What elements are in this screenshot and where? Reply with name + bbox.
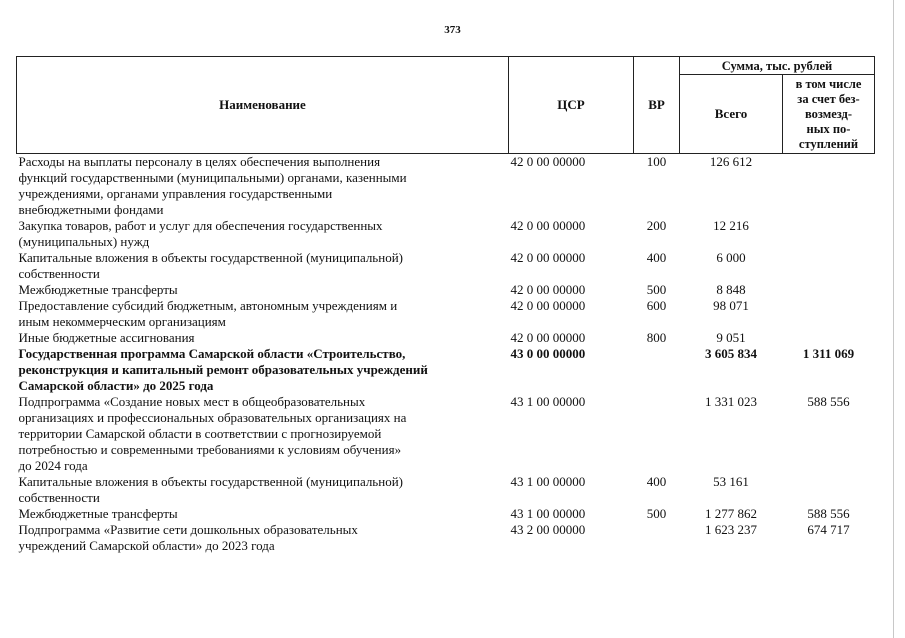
row-total: 126 612 (709, 154, 753, 169)
row-name-line: Межбюджетные трансферты (18, 282, 178, 297)
row-total: 6 000 (716, 250, 746, 265)
row-extra (783, 474, 875, 506)
row-vr: 600 (646, 298, 667, 313)
row-extra: 588 556 (807, 394, 850, 409)
row-name-line: Иные бюджетные ассигнования (18, 330, 195, 345)
table-row (17, 394, 875, 474)
row-total: 1 277 862 (705, 506, 757, 521)
table-row (17, 218, 875, 250)
row-vr: 100 (646, 154, 667, 169)
row-total: 12 216 (713, 218, 749, 233)
row-name (17, 330, 509, 346)
row-vr (634, 522, 680, 554)
row-total: 1 623 237 (705, 522, 757, 537)
row-extra (783, 330, 875, 346)
header-total: Всего (680, 75, 783, 154)
row-csr: 42 0 00 00000 (510, 330, 586, 345)
row-name-line: Подпрограмма «Развитие сети дошкольных образовательных (18, 522, 358, 537)
row-name-line: собственности (18, 266, 100, 281)
row-name-line: потребностью и современными требованиями к условиям обучения» (18, 442, 402, 457)
row-vr: 400 (646, 250, 667, 265)
row-total: 9 051 (716, 330, 746, 345)
table-row (17, 282, 875, 298)
row-name-line: Государственная программа Самарской области «Строительство, (18, 346, 406, 361)
row-csr: 42 0 00 00000 (510, 298, 586, 313)
row-name (17, 298, 509, 330)
row-csr: 43 1 00 00000 (510, 506, 586, 521)
table-row (17, 522, 875, 554)
budget-table (16, 56, 875, 554)
header-extra (783, 75, 875, 154)
row-name-line: Самарской области» до 2025 года (18, 378, 214, 393)
row-total: 53 161 (713, 474, 749, 489)
header-extra-line: за счет без- (797, 92, 860, 106)
row-name (17, 474, 509, 506)
row-name-line: Предоставление субсидий бюджетным, автономным учреждениям и (18, 298, 398, 313)
row-vr: 200 (646, 218, 667, 233)
row-csr: 43 1 00 00000 (510, 474, 586, 489)
row-name-line: Капитальные вложения в объекты государственной (муниципальной) (18, 474, 403, 489)
header-extra-line: возмезд- (804, 107, 853, 121)
row-extra (783, 298, 875, 330)
row-extra (783, 218, 875, 250)
header-vr: ВР (634, 57, 680, 154)
page-edge-line (893, 0, 894, 638)
row-csr: 43 0 00 00000 (510, 346, 586, 361)
row-name-line: Капитальные вложения в объекты государственной (муниципальной) (18, 250, 403, 265)
table-body (17, 154, 875, 555)
row-name-line: Закупка товаров, работ и услуг для обеспечения государственных (18, 218, 383, 233)
row-csr: 42 0 00 00000 (510, 154, 586, 169)
row-vr: 500 (646, 282, 667, 297)
row-total: 8 848 (716, 282, 746, 297)
row-extra: 1 311 069 (802, 346, 855, 361)
row-name-line: (муниципальных) нужд (18, 234, 150, 249)
row-name-line: собственности (18, 490, 100, 505)
row-name (17, 394, 509, 474)
row-name (17, 522, 509, 554)
row-csr: 42 0 00 00000 (510, 250, 586, 265)
table-row (17, 506, 875, 522)
row-name (17, 250, 509, 282)
header-csr: ЦСР (509, 57, 634, 154)
row-csr: 43 1 00 00000 (510, 394, 586, 409)
row-vr (634, 394, 680, 474)
row-csr: 43 2 00 00000 (510, 522, 586, 537)
row-name-line: Подпрограмма «Создание новых мест в общеобразовательных (18, 394, 366, 409)
table-row (17, 298, 875, 330)
row-extra: 588 556 (807, 506, 850, 521)
row-total: 1 331 023 (705, 394, 757, 409)
header-sum: Сумма, тыс. рублей (680, 57, 875, 75)
row-extra (783, 282, 875, 298)
row-total: 3 605 834 (705, 346, 757, 361)
header-extra-line: ных по- (806, 122, 851, 136)
row-vr (634, 346, 680, 394)
row-name-line: реконструкция и капитальный ремонт образовательных учреждений (18, 362, 428, 377)
row-name-line: иным некоммерческим организациям (18, 314, 226, 329)
row-csr: 42 0 00 00000 (510, 218, 586, 233)
table-header (17, 57, 875, 154)
table-row (17, 346, 875, 394)
row-extra (783, 154, 875, 219)
row-total: 98 071 (713, 298, 749, 313)
row-vr: 800 (646, 330, 667, 345)
header-extra-line: в том числе (795, 77, 862, 91)
table-row (17, 250, 875, 282)
table-row (17, 330, 875, 346)
row-name (17, 218, 509, 250)
row-name-line: внебюджетными фондами (18, 202, 164, 217)
row-name (17, 506, 509, 522)
table-row (17, 474, 875, 506)
row-name-line: Расходы на выплаты персоналу в целях обеспечения выполнения (18, 154, 381, 169)
row-name-line: учреждений Самарской области» до 2023 года (18, 538, 275, 553)
row-name-line: Межбюджетные трансферты (18, 506, 178, 521)
table-row (17, 154, 875, 219)
row-csr: 42 0 00 00000 (510, 282, 586, 297)
row-vr: 400 (646, 474, 667, 489)
row-name (17, 282, 509, 298)
row-vr: 500 (646, 506, 667, 521)
row-extra (783, 250, 875, 282)
row-name-line: до 2024 года (18, 458, 88, 473)
row-name-line: учреждениями, органами управления государственными (18, 186, 333, 201)
row-name (17, 346, 509, 394)
header-extra-line: ступлений (798, 137, 859, 151)
page-number: 373 (444, 24, 461, 36)
row-name-line: организациях и профессиональных образовательных организациях на (18, 410, 407, 425)
row-name-line: территории Самарской области в соответствии с прогнозируемой (18, 426, 382, 441)
header-name: Наименование (17, 57, 509, 154)
row-name (17, 154, 509, 219)
row-name-line: функций государственными (муниципальными) органами, казенными (18, 170, 407, 185)
row-extra: 674 717 (807, 522, 850, 537)
